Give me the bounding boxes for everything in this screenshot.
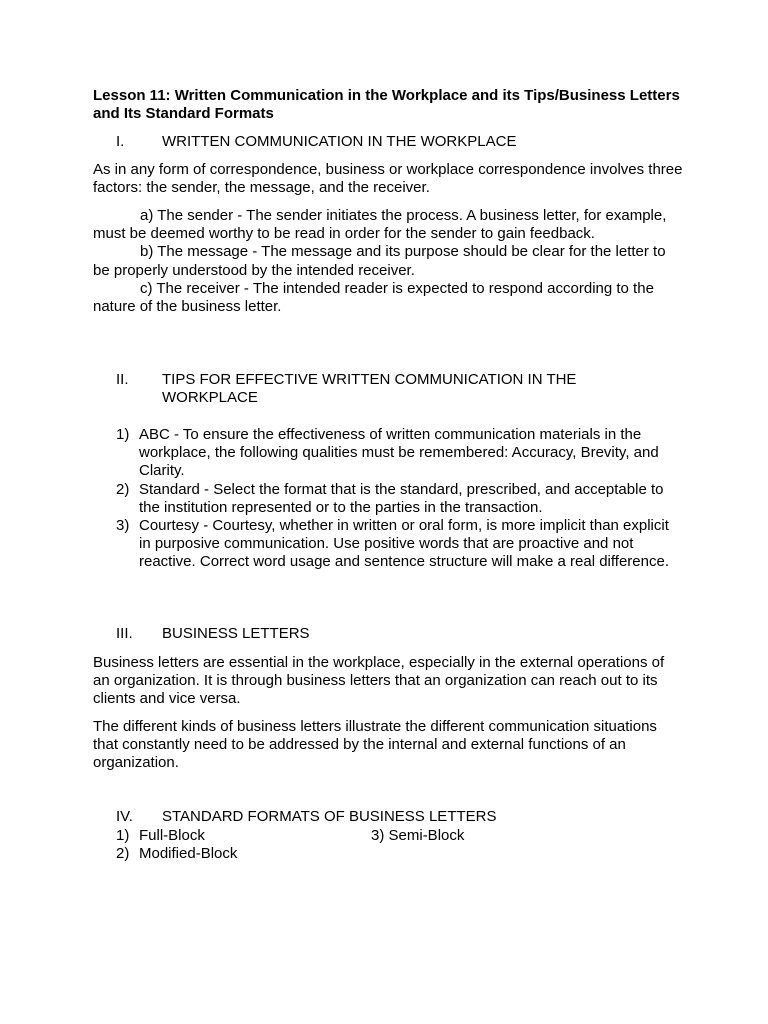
list-item-number: 1) (116, 426, 130, 443)
format-number: 2) (116, 845, 130, 863)
factor-message: b) The message - The message and its purpose should be clear for the letter to be properly understood by the intended receiver. (93, 243, 666, 279)
lesson-title: Lesson 11: Written Communication in the Workplace and its Tips/Business Letters and Its Standard Formats (93, 87, 680, 123)
section-1-intro: As in any form of correspondence, business or workplace correspondence involves three factors: the sender, the message, and the receiver. (93, 161, 683, 197)
section-title: BUSINESS LETTERS (162, 625, 310, 642)
section-title: TIPS FOR EFFECTIVE WRITTEN COMMUNICATION IN THE WORKPLACE (162, 371, 577, 407)
formats-row (116, 827, 676, 845)
tips-list (116, 426, 676, 572)
section-numeral: I. (116, 133, 125, 150)
section-heading-1 (116, 133, 676, 151)
section-title: STANDARD FORMATS OF BUSINESS LETTERS (162, 808, 497, 825)
list-item-text: ABC - To ensure the effectiveness of written communication materials in the workplace, the following qualities must be remembered: Accuracy, Brevity, and Clarity. (139, 426, 659, 480)
section-heading-3 (116, 625, 676, 643)
formats-row (116, 845, 676, 863)
list-item (116, 481, 676, 517)
format-item (116, 827, 205, 845)
section-heading-4 (116, 808, 676, 826)
list-item (116, 517, 676, 572)
list-item (116, 426, 676, 481)
formats-list (116, 827, 676, 863)
section-heading-2 (116, 371, 676, 407)
section-numeral: II. (116, 371, 129, 388)
format-item (371, 827, 464, 845)
business-letters-paragraph-2: The different kinds of business letters illustrate the different communication situations that constantly need to be addressed by the internal and external functions of an organization. (93, 718, 657, 772)
factor-sender: a) The sender - The sender initiates the process. A business letter, for example, must be deemed worthy to be read in order for the sender to gain feedback. (93, 207, 667, 243)
section-numeral: IV. (116, 808, 133, 825)
list-item-number: 3) (116, 517, 130, 535)
format-number: 3) (371, 827, 385, 844)
list-item-text: Courtesy - Courtesy, whether in written or oral form, is more implicit than explicit in purposive communication. Use positive words that are proactive and not reactive. Correct word usage and sentence structure will make a real difference. (139, 517, 669, 571)
list-item-text: Standard - Select the format that is the standard, prescribed, and acceptable to the institution represented or to the parties in the transaction. (139, 480, 664, 516)
list-item-number: 2) (116, 480, 130, 498)
section-numeral: III. (116, 625, 133, 642)
section-title: WRITTEN COMMUNICATION IN THE WORKPLACE (162, 133, 517, 150)
format-number: 1) (116, 827, 130, 844)
section-1-factors (93, 207, 683, 316)
format-label: Modified-Block (139, 845, 238, 863)
format-item (116, 845, 237, 863)
business-letters-paragraph-1: Business letters are essential in the workplace, especially in the external operations of an organization. It is through business letters that an organization can reach out to its clients and vice versa. (93, 654, 665, 708)
format-label: Semi-Block (388, 827, 465, 844)
factor-receiver: c) The receiver - The intended reader is expected to respond according to the nature of the business letter. (93, 279, 654, 316)
format-label: Full-Block (139, 827, 205, 844)
